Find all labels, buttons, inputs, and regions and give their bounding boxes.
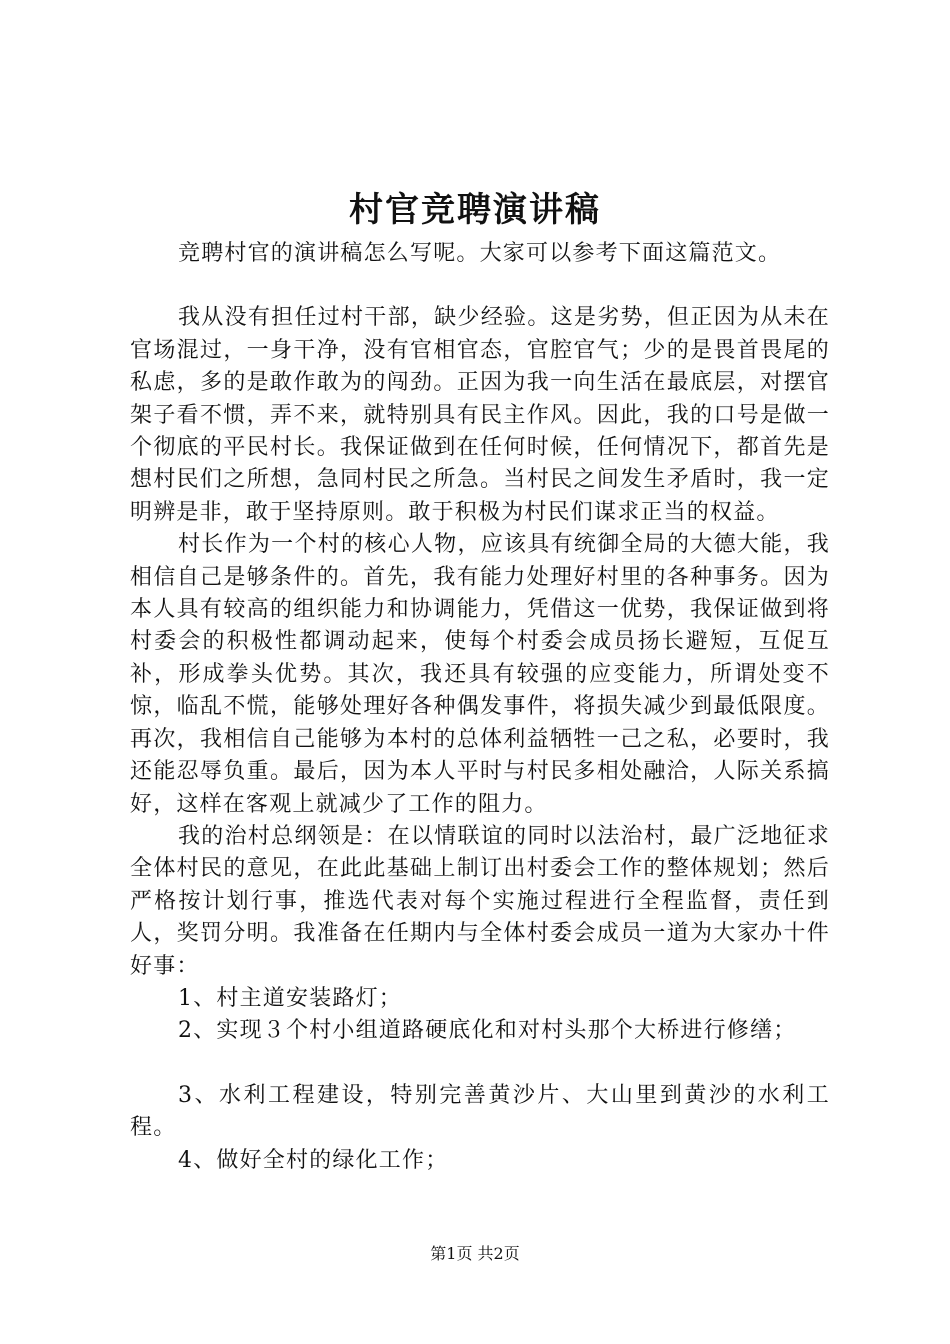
body-paragraph: 我的治村总纲领是：在以情联谊的同时以法治村，最广泛地征求全体村民的意见，在此此基础上制订出村委会工作的整体规划；然后严格按计划行事，推选代表对每个实施过程进行全程监督，责任到人，奖罚分明。我准备在任期内与全体村委会成员一道为大家办十件好事： (130, 823, 830, 979)
document-body (130, 238, 830, 1177)
document-title: 村官竞聘演讲稿 (349, 190, 601, 230)
body-paragraph: 我从没有担任过村干部，缺少经验。这是劣势，但正因为从未在官场混过，一身干净，没有官相官态，官腔官气；少的是畏首畏尾的私虑，多的是敢作敢为的闯劲。正因为我一向生活在最底层，对摆官架子看不惯，弄不来，就特别具有民主作风。因此，我的口号是做一个彻底的平民村长。我保证做到在任何时候，任何情况下，都首先是想村民们之所想，急同村民之所急。当村民之间发生矛盾时，我一定明辨是非，敢于坚持原则。敢于积极为村民们谋求正当的权益。 (130, 305, 830, 525)
page-number: 第1页 共2页 (430, 1244, 520, 1263)
list-item: 3、水利工程建设，特别完善黄沙片、大山里到黄沙的水利工程。 (130, 1082, 830, 1141)
list-item: 2、实现３个村小组道路硬底化和对村头那个大桥进行修缮； (178, 1018, 797, 1044)
list-item: 4、做好全村的绿化工作； (178, 1147, 449, 1173)
intro-paragraph: 竞聘村官的演讲稿怎么写呢。大家可以参考下面这篇范文。 (178, 241, 782, 266)
list-item: 1、村主道安装路灯； (178, 985, 402, 1011)
body-paragraph: 村长作为一个村的核心人物，应该具有统御全局的大德大能，我相信自己是够条件的。首先，我有能力处理好村里的各种事务。因为本人具有较高的组织能力和协调能力，凭借这一优势，我保证做到将村委会的积极性都调动起来，使每个村委会成员扬长避短，互促互补，形成拳头优势。其次，我还具有较强的应变能力，所谓处变不惊，临乱不慌，能够处理好各种偶发事件，将损失减少到最低限度。再次，我相信自己能够为本村的总体利益牺牲一己之私，必要时，我还能忍辱负重。最后，因为本人平时与村民多相处融洽，人际关系搞好，这样在客观上就减少了工作的阻力。 (130, 532, 830, 817)
